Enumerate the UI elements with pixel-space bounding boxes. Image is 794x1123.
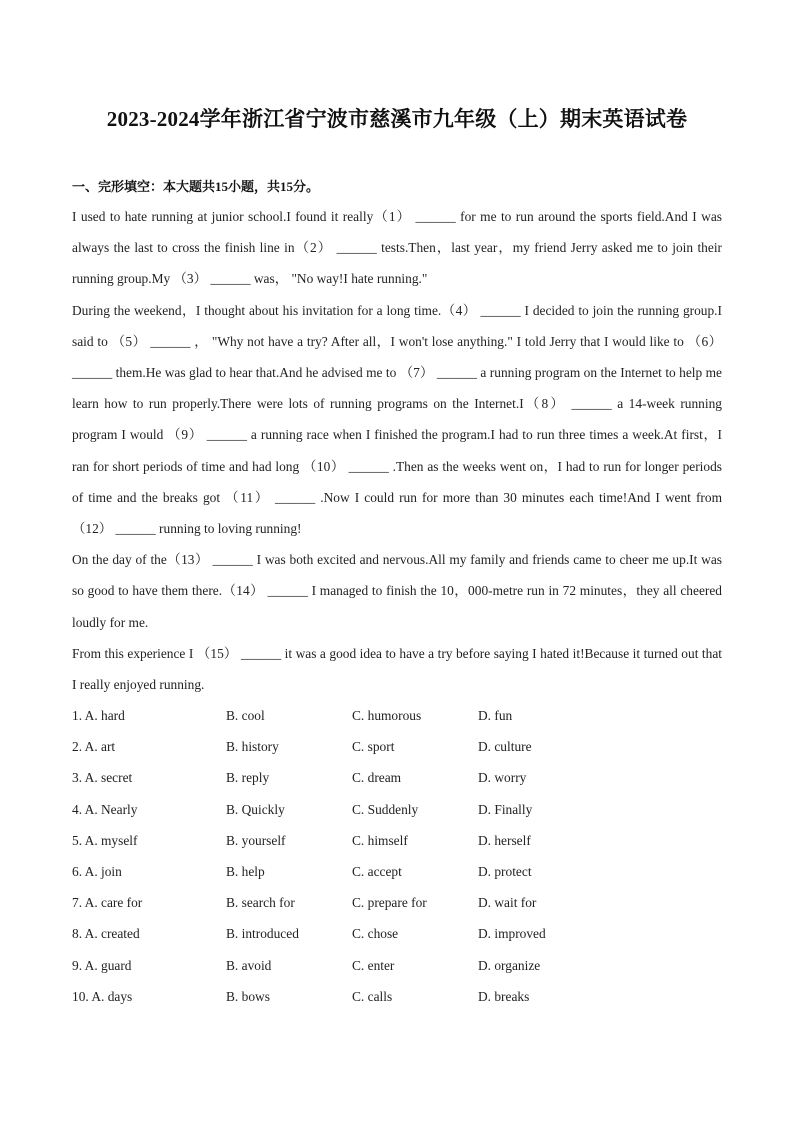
option-d: D. breaks <box>478 988 530 1004</box>
page-title: 2023-2024学年浙江省宁波市慈溪市九年级（上）期末英语试卷 <box>106 107 688 131</box>
option-c: C. calls <box>352 988 393 1004</box>
option-d: D. wait for <box>478 895 537 911</box>
option-d: D. protect <box>478 863 532 879</box>
option-a: 1. A. hard <box>72 708 125 723</box>
option-a: 6. A. join <box>72 863 122 879</box>
option-row <box>72 918 722 949</box>
option-b: B. yourself <box>226 832 286 848</box>
option-row <box>72 950 722 981</box>
option-b: B. reply <box>226 770 270 786</box>
option-c: C. dream <box>352 770 402 786</box>
option-a: 5. A. myself <box>72 832 138 848</box>
option-d: D. worry <box>478 770 527 786</box>
option-b: B. bows <box>226 988 270 1004</box>
option-a: 10. A. days <box>72 988 133 1004</box>
option-d: D. fun <box>478 708 513 723</box>
option-d: D. improved <box>478 926 546 942</box>
option-b: B. help <box>226 863 265 879</box>
option-b: B. avoid <box>226 957 272 973</box>
option-a: 4. A. Nearly <box>72 801 138 817</box>
option-row <box>72 856 722 887</box>
section-heading: 一、完形填空：本大题共15小题，共15分。 <box>72 179 320 194</box>
option-c: C. accept <box>352 863 402 879</box>
option-a: 7. A. care for <box>72 895 143 911</box>
option-row <box>72 887 722 918</box>
option-c: C. Suddenly <box>352 801 419 817</box>
option-c: C. himself <box>352 832 408 848</box>
answer-options <box>72 700 722 1012</box>
option-a: 9. A. guard <box>72 957 132 973</box>
option-d: D. culture <box>478 739 532 755</box>
option-b: B. introduced <box>226 926 299 942</box>
passage-paragraph: During the weekend，I thought about his invitation for a long time.（4） ______ I decided to join the running group.I said to （5） ______ ， "Why not have a try? After all，I won't lose anything." I told Jerry that I would like to （6） ______ them.He was glad to hear that.And he advised me to （7） ______ a running program on the Internet to help me learn how to run properly.There were lots of running programs on the Internet.I（8） ______ a 14-week running program I would （9） ______ a running race when I finished the program.I had to run three times a week.At first，I ran for short periods of time and had long （10） ______ .Then as the weeks went on，I had to run for longer periods of time and the breaks got （11） ______ .Now I could run for more than 30 minutes each time!And I went from （12） ______ running to loving running! <box>72 302 722 537</box>
option-d: D. Finally <box>478 801 533 817</box>
passage-paragraph: On the day of the（13） ______ I was both excited and nervous.All my family and friends came to cheer me up.It was so good to have them there.（14） ______ I managed to finish the 10，000-metre run in 72 minutes，they all cheered loudly for me. <box>72 552 722 630</box>
option-b: B. search for <box>226 895 295 911</box>
option-b: B. history <box>226 739 279 755</box>
passage-paragraph: From this experience I （15） ______ it was a good idea to have a try before saying I hated it!Because it turned out that I really enjoyed running. <box>72 645 722 693</box>
option-row <box>72 981 722 1012</box>
option-a: 2. A. art <box>72 739 116 755</box>
option-row <box>72 825 722 856</box>
option-row <box>72 794 722 825</box>
option-row <box>72 762 722 793</box>
option-c: C. sport <box>352 739 395 755</box>
option-c: C. enter <box>352 957 395 973</box>
option-row <box>72 700 722 731</box>
option-c: C. prepare for <box>352 895 427 911</box>
option-a: 3. A. secret <box>72 770 133 786</box>
passage-paragraph: I used to hate running at junior school.I found it really（1） ______ for me to run around the sports field.And I was always the last to cross the finish line in（2） ______ tests.Then，last year，my friend Jerry asked me to join their running group.My （3） ______ was， "No way!I hate running." <box>72 209 722 287</box>
option-c: C. chose <box>352 926 399 942</box>
option-c: C. humorous <box>352 708 422 723</box>
option-d: D. herself <box>478 832 531 848</box>
option-b: B. cool <box>226 708 265 723</box>
option-row <box>72 731 722 762</box>
cloze-passage <box>72 201 722 700</box>
option-a: 8. A. created <box>72 926 140 942</box>
option-b: B. Quickly <box>226 801 285 817</box>
option-d: D. organize <box>478 957 541 973</box>
